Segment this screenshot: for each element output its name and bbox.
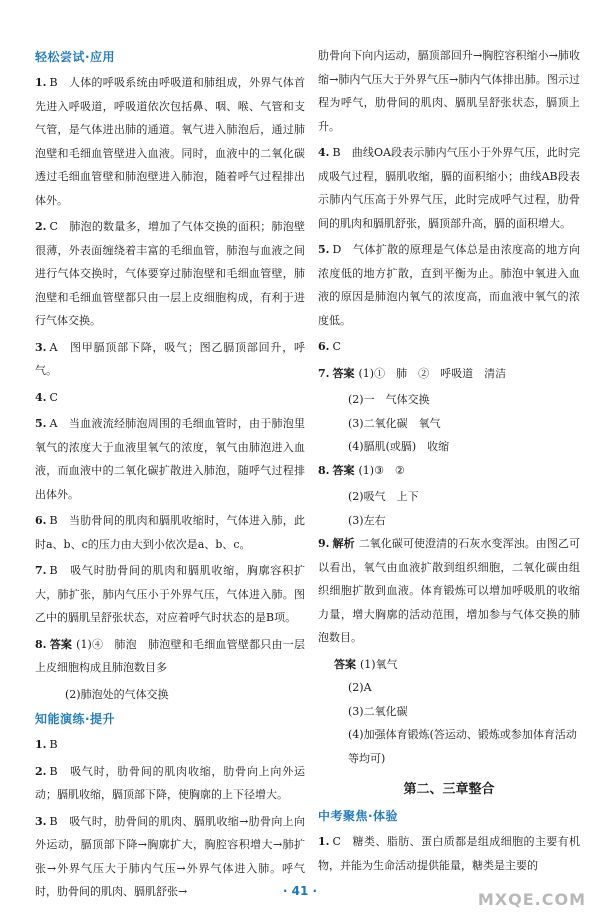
item-text: A 图甲膈顶部下降，吸气；图乙膈顶部回升，呼气。 <box>35 340 305 377</box>
item-number: 3. <box>35 814 47 828</box>
answer-subline: (4)膈肌(或膈) 收缩 <box>348 440 450 453</box>
answer-keyword: 答案 <box>332 463 355 477</box>
item-number: 1. <box>318 835 330 848</box>
answer-text: (1)氧气 <box>360 657 398 671</box>
item-text: (1)④ 肺泡 肺泡壁和毛细血管壁都只由一层上皮细胞构成且肺泡数目多 <box>35 637 305 674</box>
item-text: 二氧化碳可使澄清的石灰水变浑浊。由图乙可以看出，氧气由血液扩散到组织细胞，二氧化碳由组织细胞扩散到血液。体育锻炼可以增加呼吸肌的收缩力量，增大胸廓的活动范围，增加参与气体交换的肺泡数目。 <box>318 537 581 644</box>
answer-subline <box>318 653 580 677</box>
answer-item <box>35 733 305 757</box>
chapter-title: 第二、三章整合 <box>403 782 495 797</box>
answer-keyword: 答案 <box>49 637 73 651</box>
answer-subline: (3)左右 <box>348 513 386 527</box>
answer-keyword: 答案 <box>332 366 355 380</box>
item-number: 6. <box>35 514 47 527</box>
watermark: MXQE.COM <box>477 890 586 909</box>
answer-item <box>35 509 305 556</box>
answer-item <box>318 141 580 235</box>
section-title-practice: 知能演练·提升 <box>35 712 116 726</box>
section-title-easy-try: 轻松尝试·应用 <box>35 50 116 64</box>
answer-subline: (2)吸气 上下 <box>348 490 419 503</box>
item-text: C <box>332 340 341 353</box>
answer-item <box>318 830 580 877</box>
answer-subline: (2)肺泡处的气体交换 <box>65 687 169 701</box>
answer-item <box>318 362 580 386</box>
answer-item <box>318 238 580 332</box>
answer-item <box>35 71 305 212</box>
answer-item <box>318 335 580 359</box>
analysis-keyword: 解析 <box>332 537 355 550</box>
answer-item <box>35 336 305 383</box>
item-number: 1. <box>35 738 47 751</box>
item-text: B 曲线OA段表示肺内气压小于外界气压，此时完成吸气过程，膈肌收缩，膈的面积缩小；曲线AB段表示肺内气压高于外界气压，此时完成呼气过程，肋骨间的肌肉和膈肌舒张，膈顶部升高，膈的面积增大。 <box>318 146 580 230</box>
item-number: 4. <box>35 390 47 404</box>
answer-item <box>35 559 305 630</box>
answer-subline: (3)二氧化碳 <box>348 704 408 718</box>
answer-keyword: 答案 <box>334 657 356 671</box>
item-number: 3. <box>35 340 47 354</box>
item-number: 9. <box>318 537 330 550</box>
right-column <box>318 44 580 880</box>
item-text: A 当血液流经肺泡周围的毛细血管时，由于肺泡里氧气的浓度大于血液里氧气的浓度，氧气由肺泡进入血液，而血液中的二氧化碳扩散进入肺泡，随呼气过程排出体外。 <box>35 417 305 501</box>
item-number: 4. <box>318 146 330 159</box>
item-number: 7. <box>35 564 47 577</box>
item-number: 7. <box>318 366 330 380</box>
answer-item <box>35 386 305 410</box>
answer-item <box>318 459 580 483</box>
item-number: 2. <box>35 764 47 778</box>
answer-item <box>35 412 305 506</box>
item-text: (1)① 肺 ② 呼吸道 清洁 <box>358 366 507 380</box>
item-text: B 人体的呼吸系统由呼吸道和肺组成，外界气体首先进入呼吸道，呼吸道依次包括鼻、咽、喉、气管和支气管，是气体进出肺的通道。氧气进入肺泡后，通过肺泡壁和毛细血管壁进入血液。同时，血液中的二氧化碳透过毛细血管壁和肺泡壁进入肺泡，随着呼气过程排出体外。 <box>35 76 305 207</box>
item-text: B 吸气时肋骨间的肌肉和膈肌收缩，胸廓容积扩大，肺扩张，肺内气压小于外界气压，气体进入肺。图乙中的膈肌呈舒张状态，对应着呼气时状态的是B项。 <box>35 564 305 624</box>
item-text: C 肺泡的数量多，增加了气体交换的面积；肺泡壁很薄，外表面缠绕着丰富的毛细血管，肺泡与血液之间进行气体交换时，气体要穿过肺泡壁和毛细血管壁，肺泡壁和毛细血管壁都只由一层上皮细胞构成，有利于进行气体交换。 <box>35 220 305 327</box>
item-text: C 糖类、脂肪、蛋白质都是组成细胞的主要有机物，并能为生命活动提供能量，糖类是主要的 <box>318 835 580 872</box>
item-number: 5. <box>35 417 47 430</box>
item-text: (1)③ ② <box>358 463 405 477</box>
left-column <box>35 44 305 907</box>
item-text: C <box>49 390 58 404</box>
item-number: 6. <box>318 340 330 353</box>
answer-item <box>35 760 305 807</box>
item-number: 5. <box>318 243 330 256</box>
item-number: 8. <box>35 637 47 651</box>
item-number: 1. <box>35 76 47 89</box>
answer-subline: (3)二氧化碳 氧气 <box>348 416 441 430</box>
item-number: 8. <box>318 463 330 477</box>
answer-subline: (4)加强体育锻炼(答运动、锻炼或参加体育活动等均可) <box>348 728 577 765</box>
item-text: D 气体扩散的原理是气体总是由浓度高的地方向浓度低的地方扩散，直到平衡为止。肺泡中氧进入血液的原因是肺泡内氧气的浓度高，而血液中氧气的浓度低。 <box>318 243 580 327</box>
answer-subline: (2)一 气体交换 <box>348 393 430 406</box>
item-text: B 吸气时，肋骨间的肌肉收缩，肋骨向上向外运动；膈肌收缩，膈顶部下降，使胸廓的上下径增大。 <box>35 764 305 801</box>
answer-item <box>35 215 305 333</box>
section-title-exam-focus: 中考聚焦·体验 <box>318 809 399 823</box>
answer-subline: (2)A <box>348 681 372 694</box>
item-text: B <box>49 738 58 751</box>
answer-item <box>35 633 305 680</box>
item-text: B 吸气时，肋骨间的肌肉、膈肌收缩→肋骨向上向外运动，膈顶部下降→胸廓扩大，胸腔容积增大→肺扩张→外界气压大于肺内气压→外界气体进入肺。呼气时，肋骨间的肌肉、膈肌舒张→ <box>35 814 305 898</box>
answer-continuation: 肋骨向下向内运动，膈顶部回升→胸腔容积缩小→肺收缩→肺内气压大于外界气压→肺内气体排出肺。图示过程为呼气，肋骨间的肌肉、膈肌呈舒张状态，膈顶上升。 <box>318 49 580 133</box>
item-text: B 当肋骨间的肌肉和膈肌收缩时，气体进入肺，此时a、b、c的压力由大到小依次是a、b、c。 <box>35 514 305 551</box>
page-number: · 41 · <box>282 884 318 898</box>
item-number: 2. <box>35 220 47 233</box>
answer-item <box>318 532 580 650</box>
